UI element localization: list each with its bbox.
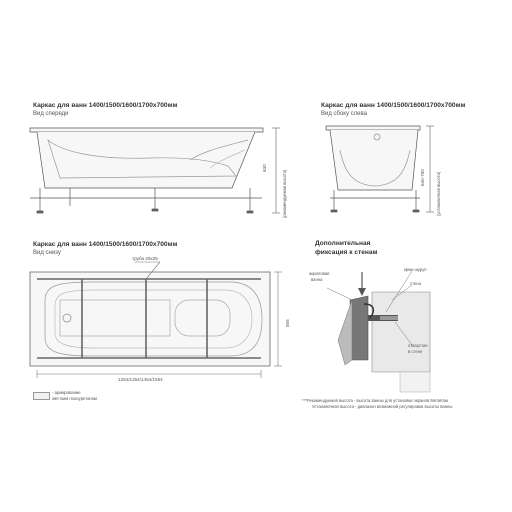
wall-fix-title-line1: Дополнительная [315,240,371,247]
front-view-subtitle: Вид спереди [33,111,69,117]
label-hole-line2: в стене [408,349,423,354]
footnote-line1: ***Рекомендуемая высота - высота ванны для установки экранов МетаКом [302,398,448,403]
wall-fix-title-line2: фиксация к стенам [315,249,378,256]
bottom-view-title: Каркас для ванн 1400/1500/1600/1700х700мм [33,241,178,248]
legend-line1: - армирование [52,390,81,395]
wall-fix-detail [327,271,430,392]
bottom-width-label: 555 [285,319,290,327]
bottom-view-subtitle: Вид снизу [33,250,61,256]
legend-line2: жёстким полиуретаном [52,396,97,401]
footnote-line2: Установочная высота - диапазон возможной регулировки высоты ванны [312,404,453,409]
label-bath-line1: акриловая [309,271,330,276]
side-view-subtitle: Вид сбоку слева [321,111,367,117]
front-view-title: Каркас для ванн 1400/1500/1600/1700х700мм [33,102,178,109]
front-height-note: (рекомендуемая высота) [282,169,287,218]
bottom-length-label: 1254/1354/1454/1554 [118,377,163,382]
side-height-note: (установочная высота) [436,171,441,216]
label-screw: крюк-шуруп [404,267,427,272]
side-height-label: 640-700 [420,169,425,186]
side-view-title: Каркас для ванн 1400/1500/1600/1700х700мм [321,102,466,109]
label-bath-line2: ванна [311,277,323,282]
label-wall: стена [410,281,421,286]
front-height-label: 630 [262,164,267,172]
label-hole-line1: отверстие [408,343,428,348]
pipe-label: труба 25х25 [132,256,158,261]
